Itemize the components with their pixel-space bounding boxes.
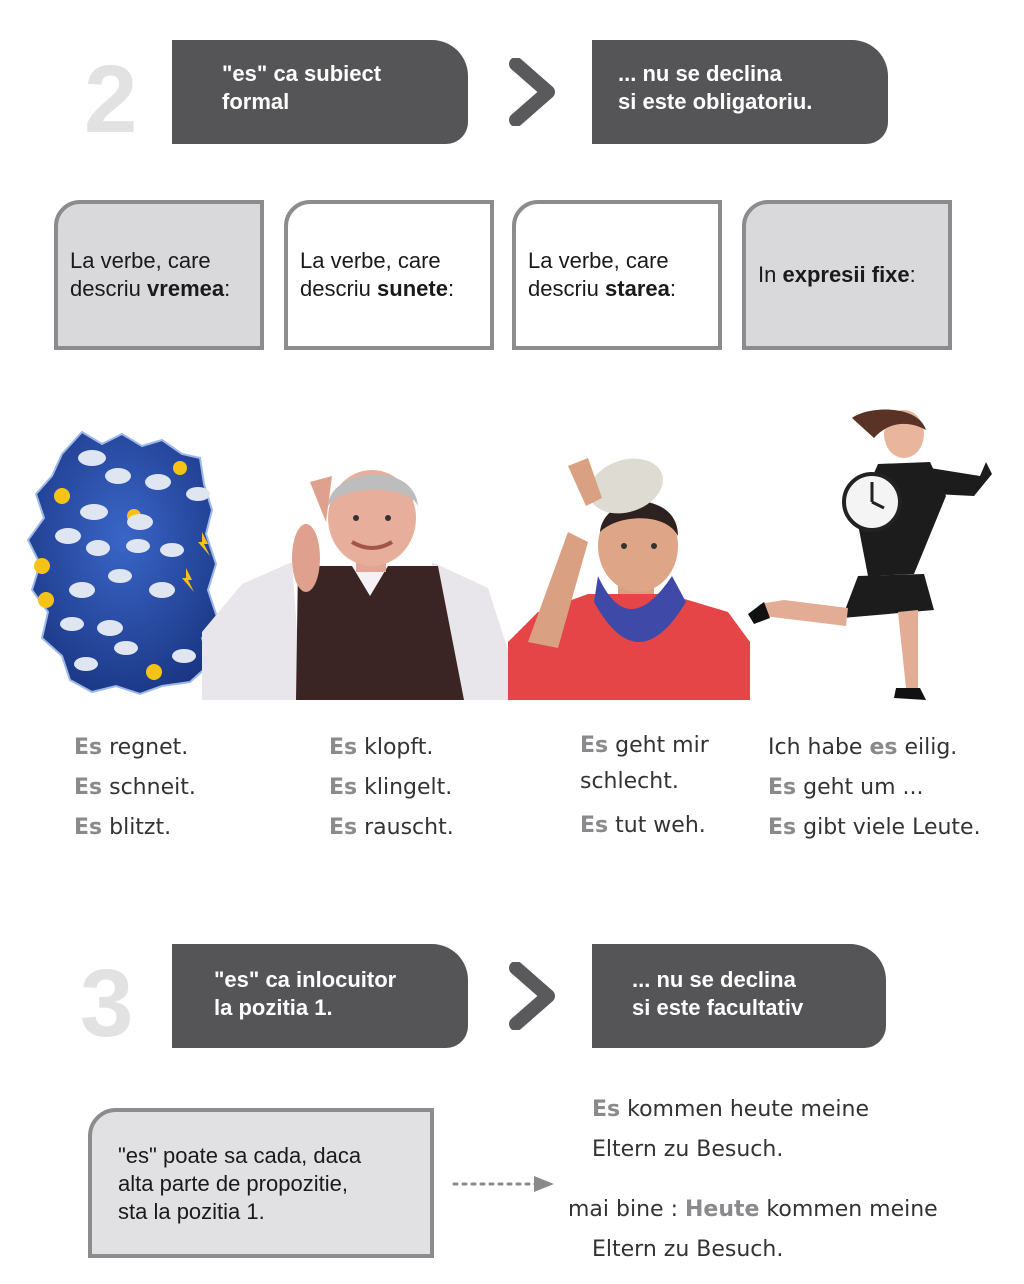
man-with-icepack-icon: [508, 452, 752, 700]
es-keyword: Es: [329, 775, 358, 800]
chevron-right-icon: [508, 962, 558, 1030]
example-text: klopft.: [357, 735, 434, 760]
example-line: [329, 728, 454, 768]
example-line: [568, 1230, 938, 1270]
example-text: regnet.: [102, 735, 189, 760]
example-line: [329, 768, 454, 808]
example-line: [74, 728, 196, 768]
example-line: [592, 1130, 869, 1170]
section-number-2: 2: [84, 46, 138, 153]
examples-fixed: [768, 728, 981, 848]
category-weather-keyword: vremea: [147, 276, 225, 301]
section2-right-box: [592, 40, 888, 144]
category-weather-colon: :: [224, 276, 231, 301]
es-keyword: Es: [74, 775, 103, 800]
example-text: Eltern zu Besuch.: [592, 1137, 784, 1162]
es-keyword: Es: [329, 735, 358, 760]
example-text: kommen meine: [759, 1197, 938, 1222]
examples-state: [580, 728, 709, 844]
es-keyword: Es: [329, 815, 358, 840]
example-text: schlecht.: [580, 769, 679, 794]
category-fixed-expressions: [742, 200, 952, 350]
section3-right-text: ... nu se declina si este facultativ: [632, 967, 804, 1020]
es-keyword: Es: [768, 815, 797, 840]
example-line: [329, 808, 454, 848]
es-keyword: Es: [74, 735, 103, 760]
category-state-keyword: starea: [605, 276, 670, 301]
category-fixed-colon: :: [909, 262, 916, 287]
example-text: schneit.: [102, 775, 196, 800]
chevron-right-icon: [508, 58, 558, 126]
examples-sounds: [329, 728, 454, 848]
example-text: gibt viele Leute.: [796, 815, 981, 840]
category-sounds-keyword: sunete: [377, 276, 448, 301]
example-line: [768, 728, 981, 768]
category-sounds-colon: :: [447, 276, 455, 301]
section3-example: [592, 1090, 869, 1170]
example-text: Ich habe: [768, 735, 870, 760]
category-weather-text: La verbe, care descriu: [70, 248, 211, 301]
example-text: eilig.: [897, 735, 958, 760]
heute-keyword: Heute: [684, 1197, 760, 1222]
category-sounds-text: La verbe, care descriu: [300, 248, 441, 301]
example-line: [580, 728, 709, 764]
dotted-arrow-icon: [452, 1172, 556, 1196]
section3-left-text: "es" ca inlocuitor la pozitia 1.: [214, 967, 397, 1020]
example-line: [74, 808, 196, 848]
example-line: [580, 764, 709, 800]
es-keyword: Es: [580, 733, 609, 758]
example-line: [580, 808, 709, 844]
section-number-3: 3: [80, 950, 134, 1057]
section3-left-box: [172, 944, 468, 1048]
example-text: tut weh.: [608, 813, 706, 838]
better-prefix: mai bine :: [568, 1197, 685, 1222]
es-keyword: Es: [592, 1097, 621, 1122]
example-line: [592, 1090, 869, 1130]
category-state: [512, 200, 722, 350]
example-text: kommen heute meine: [620, 1097, 869, 1122]
es-keyword: Es: [768, 775, 797, 800]
section2-right-text: ... nu se declina si este obligatoriu.: [618, 61, 813, 114]
examples-weather: [74, 728, 196, 848]
category-state-text: La verbe, care descriu: [528, 248, 669, 301]
woman-running-with-clock-icon: [748, 404, 996, 702]
es-keyword: Es: [580, 813, 609, 838]
category-weather: [54, 200, 264, 350]
section3-right-box: [592, 944, 886, 1048]
example-line: [74, 768, 196, 808]
category-sounds: [284, 200, 494, 350]
example-line: [768, 808, 981, 848]
es-keyword: es: [869, 735, 898, 760]
example-text: Eltern zu Besuch.: [592, 1237, 784, 1262]
section2-left-text: "es" ca subiect formal: [222, 61, 382, 114]
section3-better-example: [568, 1190, 938, 1270]
example-line: [768, 768, 981, 808]
section3-note-text: "es" poate sa cada, daca alta parte de propozitie, sta la pozitia 1.: [118, 1143, 362, 1224]
weather-map-germany-icon: [22, 424, 222, 698]
example-text: geht mir: [608, 733, 709, 758]
example-text: rauscht.: [357, 815, 454, 840]
man-listening-icon: [202, 462, 528, 700]
section2-left-box: [172, 40, 468, 144]
category-fixed-keyword: expresii fixe: [782, 262, 910, 287]
example-text: blitzt.: [102, 815, 172, 840]
example-text: geht um ...: [796, 775, 924, 800]
category-fixed-text: In: [758, 262, 783, 287]
example-text: klingelt.: [357, 775, 453, 800]
category-state-colon: :: [669, 276, 677, 301]
section3-note-box: [88, 1108, 434, 1258]
es-keyword: Es: [74, 815, 103, 840]
example-line: [568, 1190, 938, 1230]
